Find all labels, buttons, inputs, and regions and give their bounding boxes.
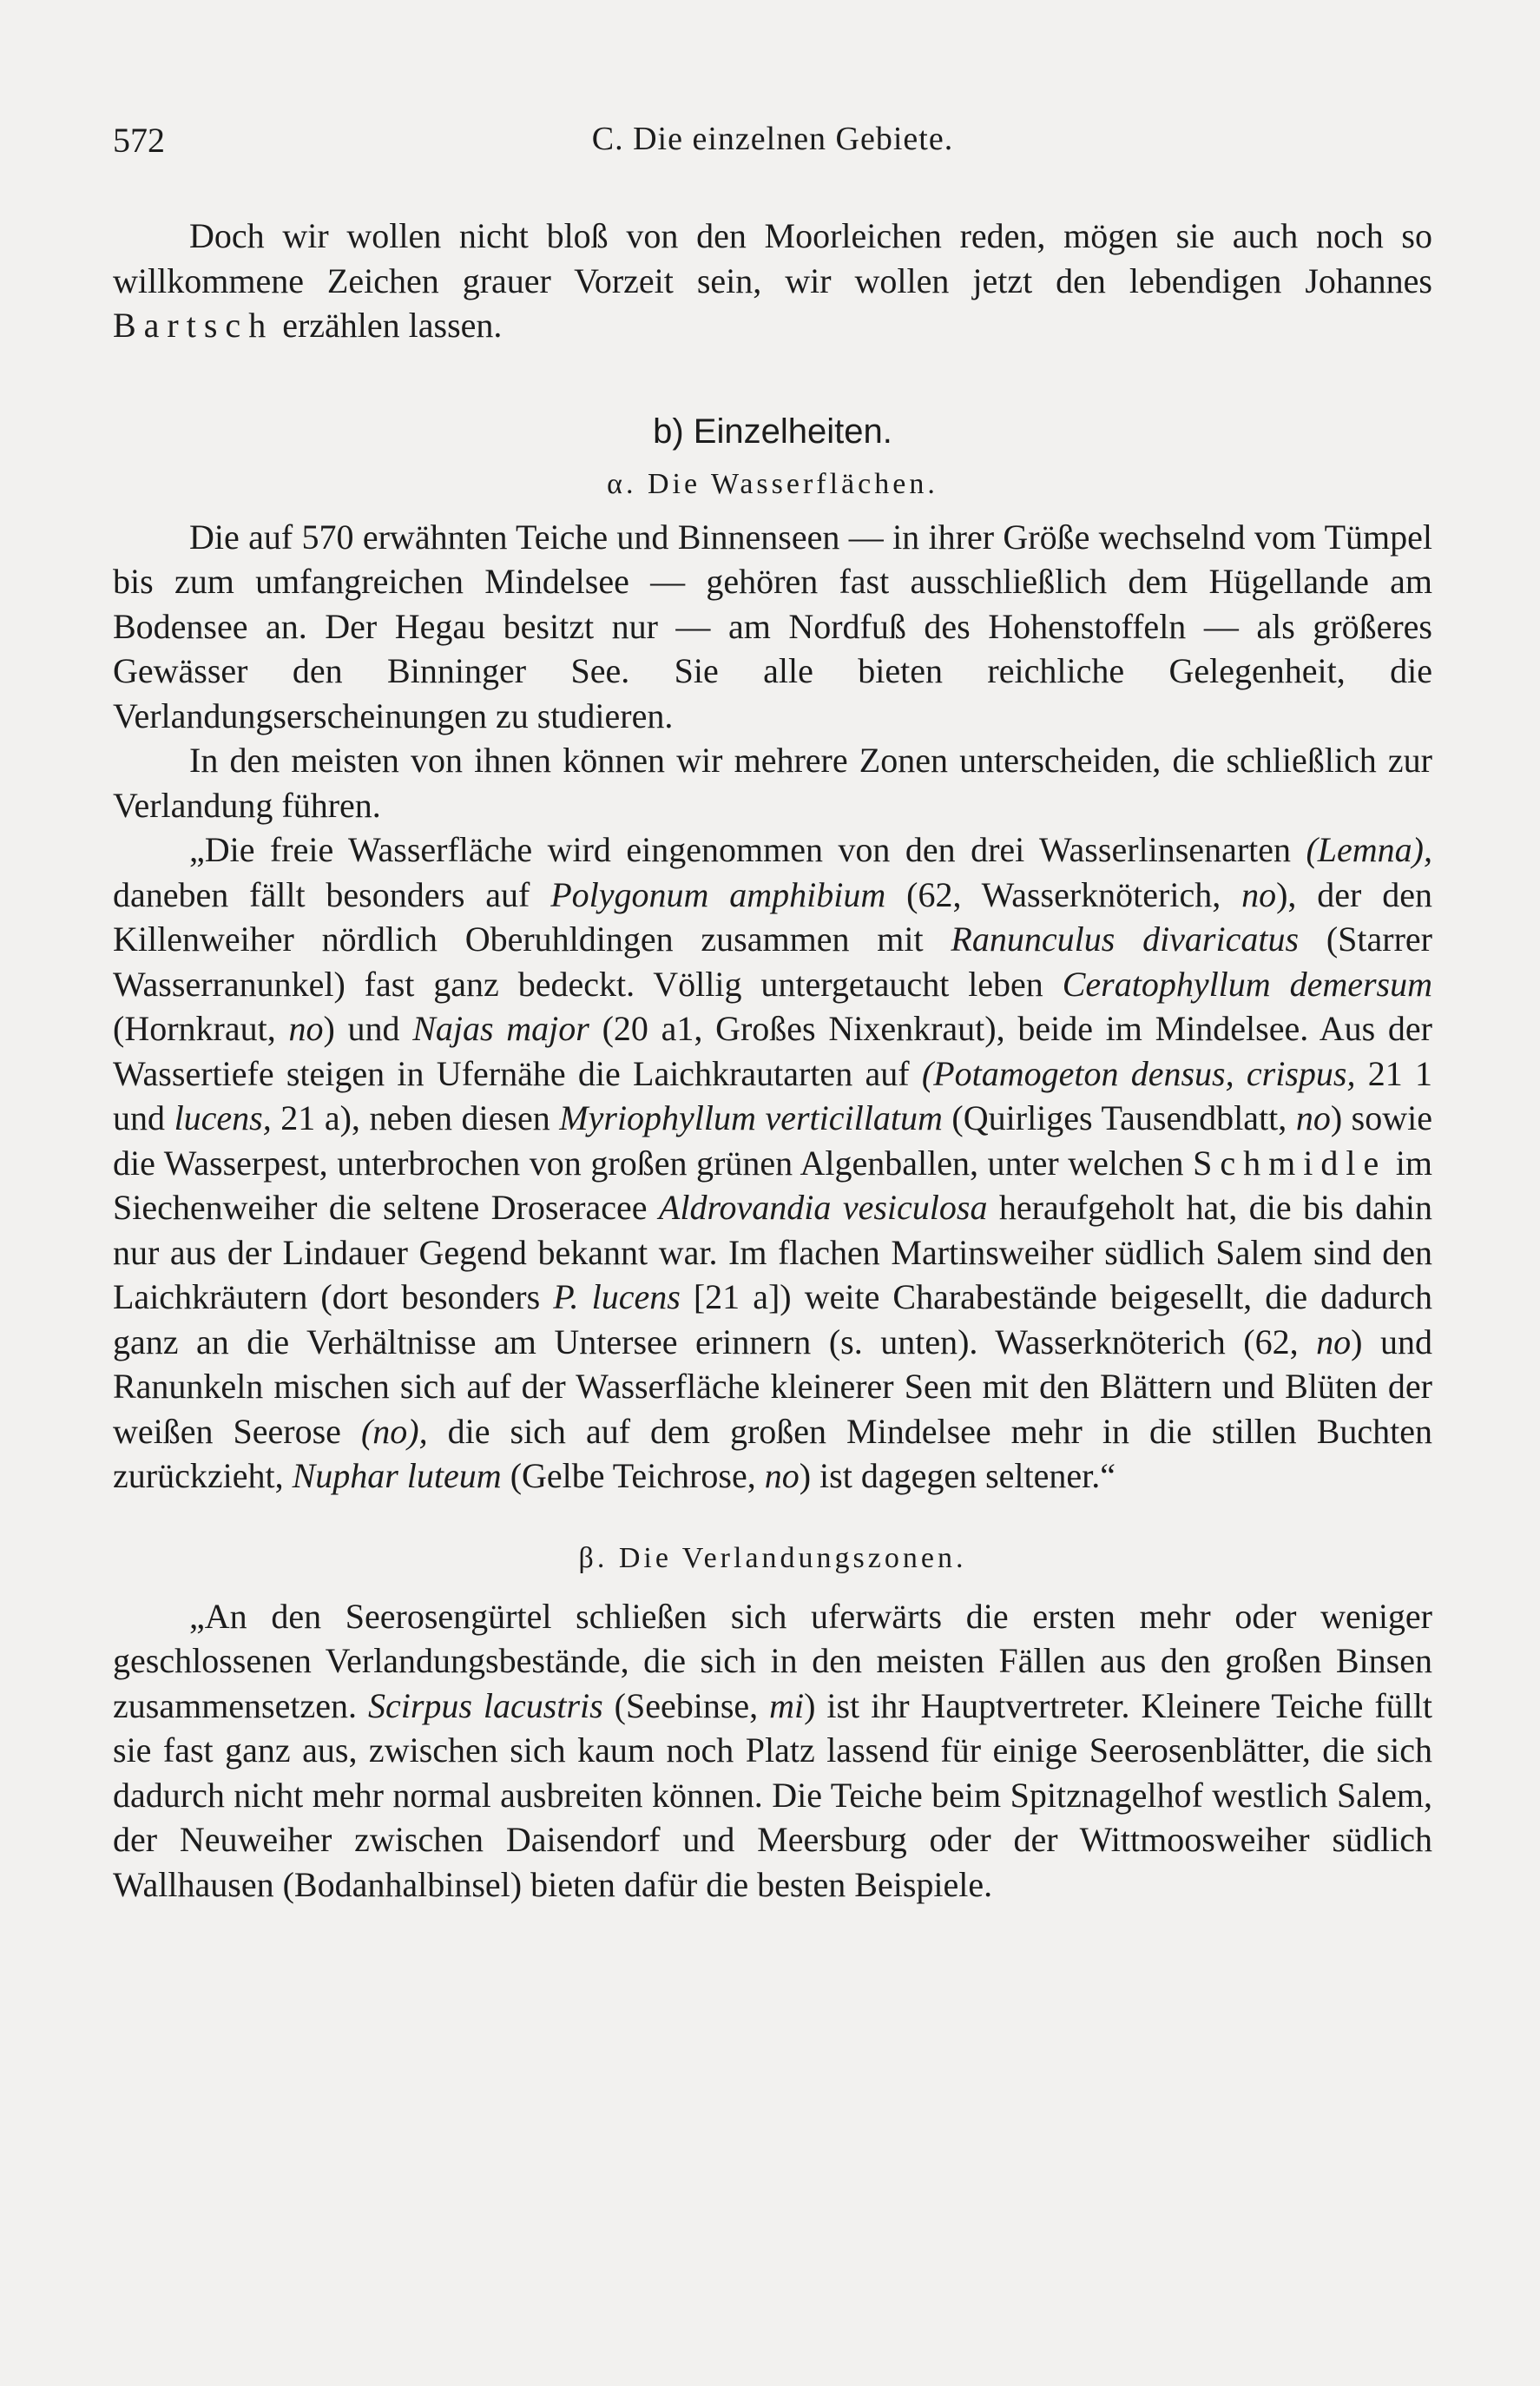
text-run: ) und: [323, 1009, 413, 1048]
text-run: die sich auf dem großen Mindelsee mehr in die stillen Buchten zurückzieht,: [113, 1411, 1432, 1495]
paragraph: [113, 1594, 1432, 1908]
text-run: „Die freie Wasserfläche wird eingenommen von den drei Wasserlinsenarten: [189, 830, 1306, 869]
paragraph: [113, 214, 1432, 348]
running-head: [113, 104, 1432, 174]
italic-text: no: [1295, 1098, 1331, 1137]
italic-text: Myriophyllum verticillatum: [559, 1098, 943, 1137]
page-number: 572: [113, 121, 165, 160]
text-run: im Siechenweiher die seltene Droseracee: [113, 1143, 1432, 1227]
text-run: 21 1 und: [113, 1053, 1433, 1137]
text-run: (Starrer Wasserranunkel) fast ganz bedeckt. Völlig untergetaucht leben: [113, 919, 1432, 1004]
italic-text: (no),: [360, 1411, 428, 1451]
paragraph: [113, 827, 1432, 1499]
spaced-name: Bartsch: [113, 306, 274, 345]
text-run: heraufgeholt hat, die bis dahin nur aus der Lindauer Gegend bekannt war. Im flachen Martinsweiher südlich Salem sind den Laichkräutern (dort besonders: [113, 1188, 1432, 1316]
italic-text: Ceratophyllum demersum: [1062, 964, 1432, 1004]
text-run: In den meisten von ihnen können wir mehrere Zonen unterscheiden, die schließlich zur Verlandung führen.: [113, 741, 1432, 825]
running-title: C. Die einzelnen Gebiete.: [591, 121, 954, 157]
italic-text: Ranunculus divaricatus: [951, 919, 1300, 959]
text-run: (Gelbe Teichrose,: [501, 1456, 765, 1495]
body-text: [113, 214, 1432, 1907]
text-run: ), der den Killenweiher nördlich Oberuhldingen zusammen mit: [113, 874, 1432, 959]
italic-text: no: [1241, 874, 1277, 914]
text-run: (Seebinse,: [602, 1685, 770, 1725]
text-run: (20 a1, Großes Nixenkraut), beide im Mindelsee. Aus der Wassertiefe steigen in Ufernähe die Laichkrautarten auf: [113, 1009, 1432, 1093]
text-run: ) und Ranunkeln mischen sich auf der Wasserfläche kleinerer Seen mit den Blättern und Blüten der weißen Seerose: [113, 1322, 1432, 1451]
italic-text: (Potamogeton densus, crispus,: [921, 1053, 1356, 1093]
italic-text: Polygonum amphibium: [550, 874, 886, 914]
italic-text: lucens,: [174, 1098, 272, 1137]
paragraph: [113, 738, 1432, 827]
italic-text: Najas major: [412, 1009, 589, 1048]
italic-text: Scirpus lacustris: [367, 1685, 603, 1725]
text-run: daneben fällt besonders auf: [113, 874, 551, 914]
text-run: (Quirliges Tausendblatt,: [942, 1098, 1296, 1137]
italic-text: P. lucens: [553, 1277, 681, 1316]
text-run: [21 a]) weite Charabestände beigesellt, die dadurch ganz an die Verhältnisse am Untersee erinnern (s. unten). Wasserknöterich (62,: [113, 1277, 1433, 1361]
text-run: Die auf 570 erwähnten Teiche und Binnenseen — in ihrer Größe wechselnd vom Tümpel bis zum umfangreichen Mindelsee — gehören fast ausschließlich dem Hügellande am Bodensee an. Der Hegau besitzt nur — am Nordfuß des Hohenstoffeln — als größeres Gewässer den Binninger See. Sie alle bieten reichliche Gelegenheit, die Verlandungserscheinungen zu studieren.: [113, 517, 1432, 735]
italic-text: Nuphar luteum: [292, 1456, 502, 1495]
section-heading: b) Einzelheiten.: [653, 412, 892, 451]
spaced-name: Schmidle: [1193, 1143, 1387, 1183]
text-run: (Hornkraut,: [113, 1009, 289, 1048]
italic-text: mi: [769, 1685, 805, 1725]
paragraph: [113, 515, 1432, 739]
italic-text: no: [288, 1009, 324, 1048]
subsection-heading: α. Die Wasserflächen.: [607, 467, 938, 500]
text-run: (62, Wasserknöterich,: [885, 874, 1242, 914]
italic-text: no: [1316, 1322, 1352, 1361]
italic-text: no: [764, 1456, 800, 1495]
text-run: ) ist ihr Hauptvertreter. Kleinere Teiche füllt sie fast ganz aus, zwischen sich kaum noch Platz lassend für einige Seerosenblätter, die sich dadurch nicht mehr normal ausbreiten können. Die Teiche beim Spitznagelhof westlich Salem, der Neuweiher zwischen Daisendorf und Meersburg oder der Wittmoosweiher südlich Wallhausen (Bodanhalbinsel) bieten dafür die besten Beispiele.: [113, 1685, 1432, 1904]
text-run: erzählen lassen.: [273, 306, 503, 345]
italic-text: (Lemna),: [1306, 830, 1432, 869]
book-page: [113, 104, 1432, 2327]
italic-text: Aldrovandia vesiculosa: [658, 1188, 988, 1227]
text-run: 21 a), neben diesen: [271, 1098, 560, 1137]
text-run: „An den Seerosengürtel schließen sich uferwärts die ersten mehr oder weniger geschlossenen Verlandungsbestände, die sich in den meisten Fällen aus den großen Binsen zusammensetzen.: [113, 1596, 1432, 1725]
subsection-heading: β. Die Verlandungszonen.: [578, 1541, 967, 1574]
text-run: ) ist dagegen seltener.“: [799, 1456, 1116, 1495]
text-run: ) sowie die Wasserpest, unterbrochen von großen grünen Algenballen, unter welchen: [113, 1098, 1433, 1183]
text-run: Doch wir wollen nicht bloß von den Moorleichen reden, mögen sie auch noch so willkommene Zeichen grauer Vorzeit sein, wir wollen jetzt den lebendigen Johannes: [113, 216, 1432, 300]
